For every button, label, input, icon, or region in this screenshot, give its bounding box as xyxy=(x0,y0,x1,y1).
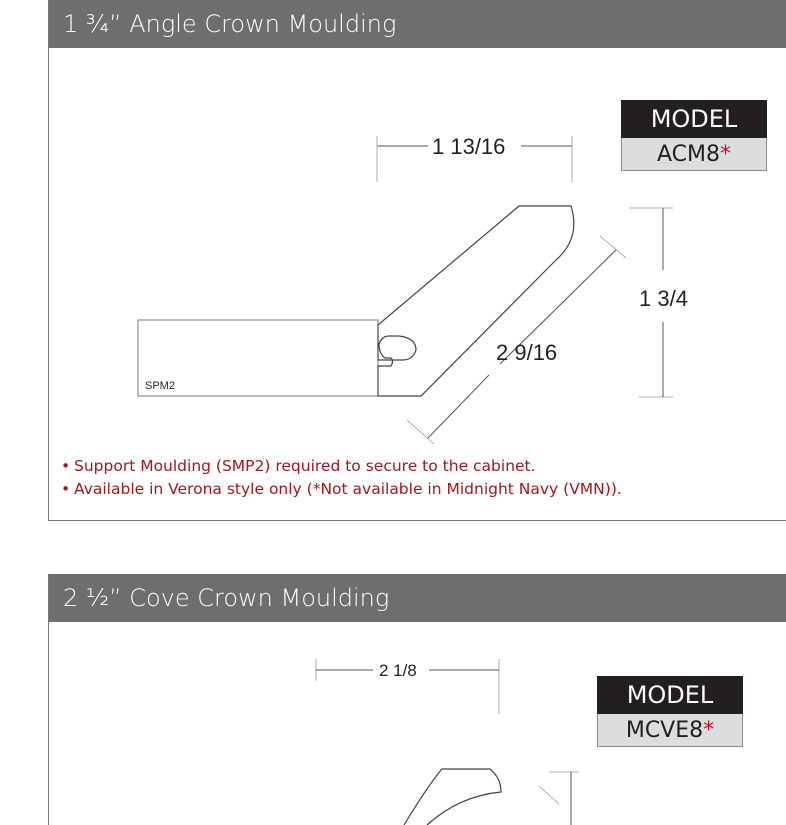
dimension-top-width: 2 1/8 xyxy=(379,661,417,680)
model-asterisk: * xyxy=(720,142,731,167)
diagonal-extension-top xyxy=(600,236,626,258)
model-asterisk: * xyxy=(703,718,715,743)
section-title: 1 ¾” Angle Crown Moulding xyxy=(49,0,786,48)
section-title: 2 ½” Cove Crown Moulding xyxy=(49,574,786,622)
dimension-top-width: 1 13/16 xyxy=(432,134,506,159)
dimension-height: 1 3/4 xyxy=(639,286,688,311)
notes-list xyxy=(61,455,622,501)
support-moulding-label: SPM2 xyxy=(145,380,175,392)
dimension-diagonal: 2 9/16 xyxy=(496,340,558,365)
model-title: MODEL xyxy=(597,676,743,714)
diagonal-extension-bottom xyxy=(407,420,434,444)
model-code: MCVE8 xyxy=(625,718,704,743)
angle-crown-moulding-section xyxy=(48,0,786,521)
note-item: • Support Moulding (SMP2) required to secure to the cabinet. xyxy=(61,455,622,478)
model-box xyxy=(621,100,767,171)
model-code-cell xyxy=(597,714,743,747)
angle-crown-profile-drawing xyxy=(49,0,786,520)
model-title: MODEL xyxy=(621,100,767,138)
diagonal-dimension-line-lower xyxy=(428,375,489,438)
cove-moulding-profile xyxy=(404,769,501,825)
diagonal-extension xyxy=(539,786,559,804)
model-code: ACM8 xyxy=(656,142,720,167)
cove-crown-moulding-section xyxy=(48,574,786,825)
crown-moulding-profile xyxy=(378,206,574,396)
model-code-cell xyxy=(621,138,767,171)
model-box xyxy=(597,676,743,747)
note-item: • Available in Verona style only (*Not available in Midnight Navy (VMN)). xyxy=(61,478,622,501)
